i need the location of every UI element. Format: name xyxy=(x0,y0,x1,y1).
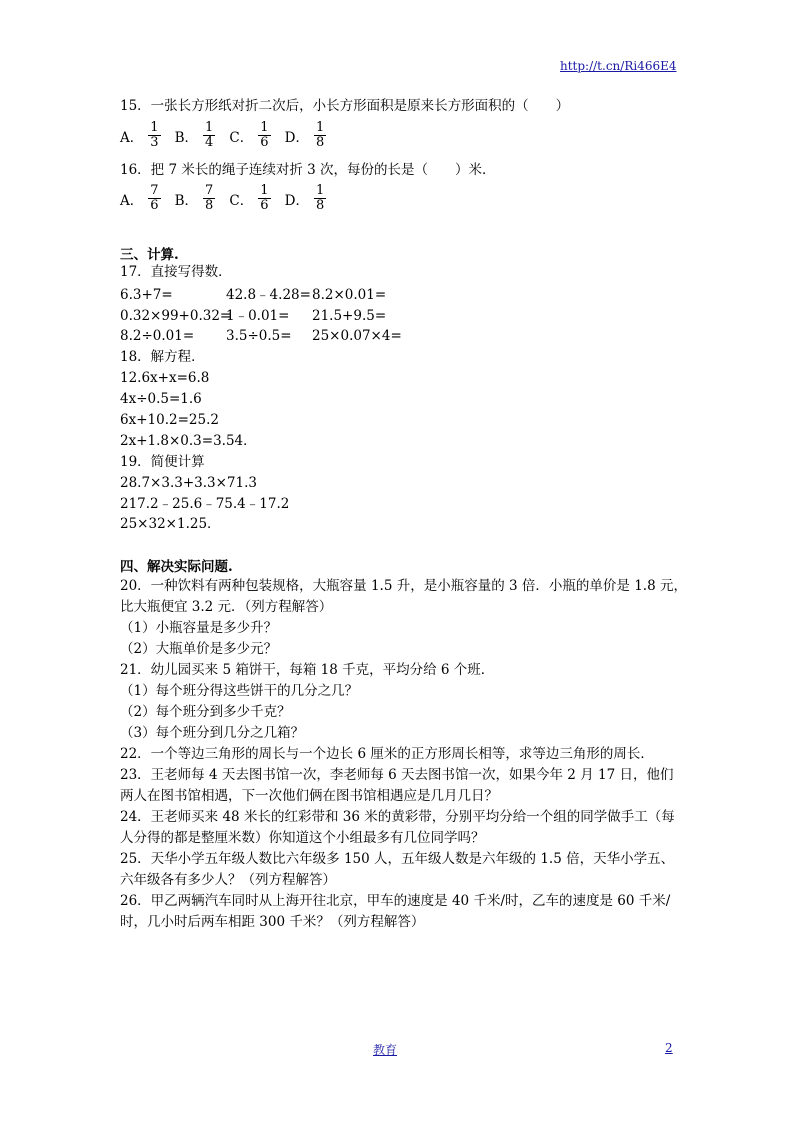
page-number: 2 xyxy=(665,1041,673,1055)
problem-line: （3）每个班分到几分之几箱？ xyxy=(120,725,305,741)
problem-line: 23．王老师每 4 天去图书馆一次，李老师每 6 天去图书馆一次，如果今年 2 月 17 日，他们 xyxy=(120,767,674,783)
question-15-text: 15．一张长方形纸对折二次后，小长方形面积是原来长方形面积的（ ） xyxy=(120,98,570,114)
calc-row-1-col-3: 8.2×0.01= xyxy=(312,287,387,303)
section-4-title: 四、解决实际问题. xyxy=(120,559,233,575)
problem-line: 22．一个等边三角形的周长与一个边长 6 厘米的正方形周长相等，求等边三角形的周长． xyxy=(120,746,654,762)
calc-row-1-col-1: 6.3+7= xyxy=(120,287,173,303)
problem-line: 26．甲乙两辆汽车同时从上海开往北京，甲车的速度是 40 千米/时，乙车的速度是 60 千米/ xyxy=(120,893,671,909)
calc-row-2-col-1: 0.32×99+0.32= xyxy=(120,308,232,324)
equation-3: 6x+10.2=25.2 xyxy=(120,412,219,428)
problem-line: 两人在图书馆相遇，下一次他们俩在图书馆相遇应是几月几日？ xyxy=(120,788,498,804)
q16-option-c: C． $\frac{1}{6}$ xyxy=(229,183,269,213)
question-15-options xyxy=(120,121,335,150)
simplify-3: 25×32×1.25． xyxy=(120,516,221,532)
calc-row-3-col-1: 8.2÷0.01= xyxy=(120,328,195,344)
q16-option-a: A． $\frac{7}{6}$ xyxy=(120,183,159,213)
question-18-text: 18．解方程． xyxy=(120,349,205,365)
equation-4: 2x+1.8×0.3=3.54． xyxy=(120,433,257,449)
problem-line: 比大瓶便宜 3.2 元．（列方程解答） xyxy=(120,599,333,615)
problem-line: 21．幼儿园买来 5 箱饼干，每箱 18 千克，平均分给 6 个班． xyxy=(120,662,495,678)
question-17-text: 17．直接写得数． xyxy=(120,264,232,280)
q15-option-b: B． $\frac{1}{4}$ xyxy=(174,120,214,150)
calc-row-3-col-2: 3.5÷0.5= xyxy=(226,328,292,344)
footer-link[interactable]: 教育 xyxy=(373,1043,398,1057)
q15-option-d: D． $\frac{1}{8}$ xyxy=(284,120,325,150)
q15-option-c: C． $\frac{1}{6}$ xyxy=(229,120,269,150)
calc-row-2-col-2: 1﹣0.01= xyxy=(226,308,290,324)
problem-line: （1）每个班分得这些饼干的几分之几？ xyxy=(120,683,359,699)
problem-line: 时，几小时后两车相距 300 千米？（列方程解答） xyxy=(120,914,425,930)
problem-line: 20．一种饮料有两种包装规格，大瓶容量 1.5 升，是小瓶容量的 3 倍．小瓶的单价是 1.8 元， xyxy=(120,578,687,594)
problem-line: 六年级各有多少人？（列方程解答） xyxy=(120,872,336,888)
simplify-1: 28.7×3.3+3.3×71.3 xyxy=(120,475,257,491)
equation-2: 4x÷0.5=1.6 xyxy=(120,391,202,407)
calc-row-3-col-3: 25×0.07×4= xyxy=(312,328,402,344)
question-16-text: 16．把 7 米长的绳子连续对折 3 次，每份的长是（ ）米． xyxy=(120,162,496,178)
q16-option-d: D． $\frac{1}{8}$ xyxy=(284,183,325,213)
problem-line: 24．王老师买来 48 米长的红彩带和 36 米的黄彩带，分别平均分给一个组的同学做手工（每 xyxy=(120,809,675,825)
question-16-options xyxy=(120,184,335,213)
problem-line: （2）每个班分到多少千克？ xyxy=(120,704,291,720)
section-3-title: 三、计算. xyxy=(120,247,179,263)
q16-option-b: B． $\frac{7}{8}$ xyxy=(174,183,214,213)
problem-line: 人分得的都是整厘米数）你知道这个小组最多有几位同学吗？ xyxy=(120,830,485,846)
problem-line: 25．天华小学五年级人数比六年级多 150 人，五年级人数是六年级的 1.5 倍，天华小学五、 xyxy=(120,851,675,867)
simplify-2: 217.2﹣25.6﹣75.4﹣17.2 xyxy=(120,496,290,512)
problem-line: （2）大瓶单价是多少元？ xyxy=(120,641,278,657)
calc-row-1-col-2: 42.8﹣4.28= xyxy=(226,287,311,303)
calc-row-2-col-3: 21.5+9.5= xyxy=(312,308,387,324)
header-link[interactable]: http://t.cn/Ri466E4 xyxy=(560,59,677,73)
equation-1: 12.6x+x=6.8 xyxy=(120,370,210,386)
q15-option-a: A． $\frac{1}{3}$ xyxy=(120,120,159,150)
question-19-text: 19．简便计算 xyxy=(120,454,205,470)
problem-line: （1）小瓶容量是多少升？ xyxy=(120,620,278,636)
